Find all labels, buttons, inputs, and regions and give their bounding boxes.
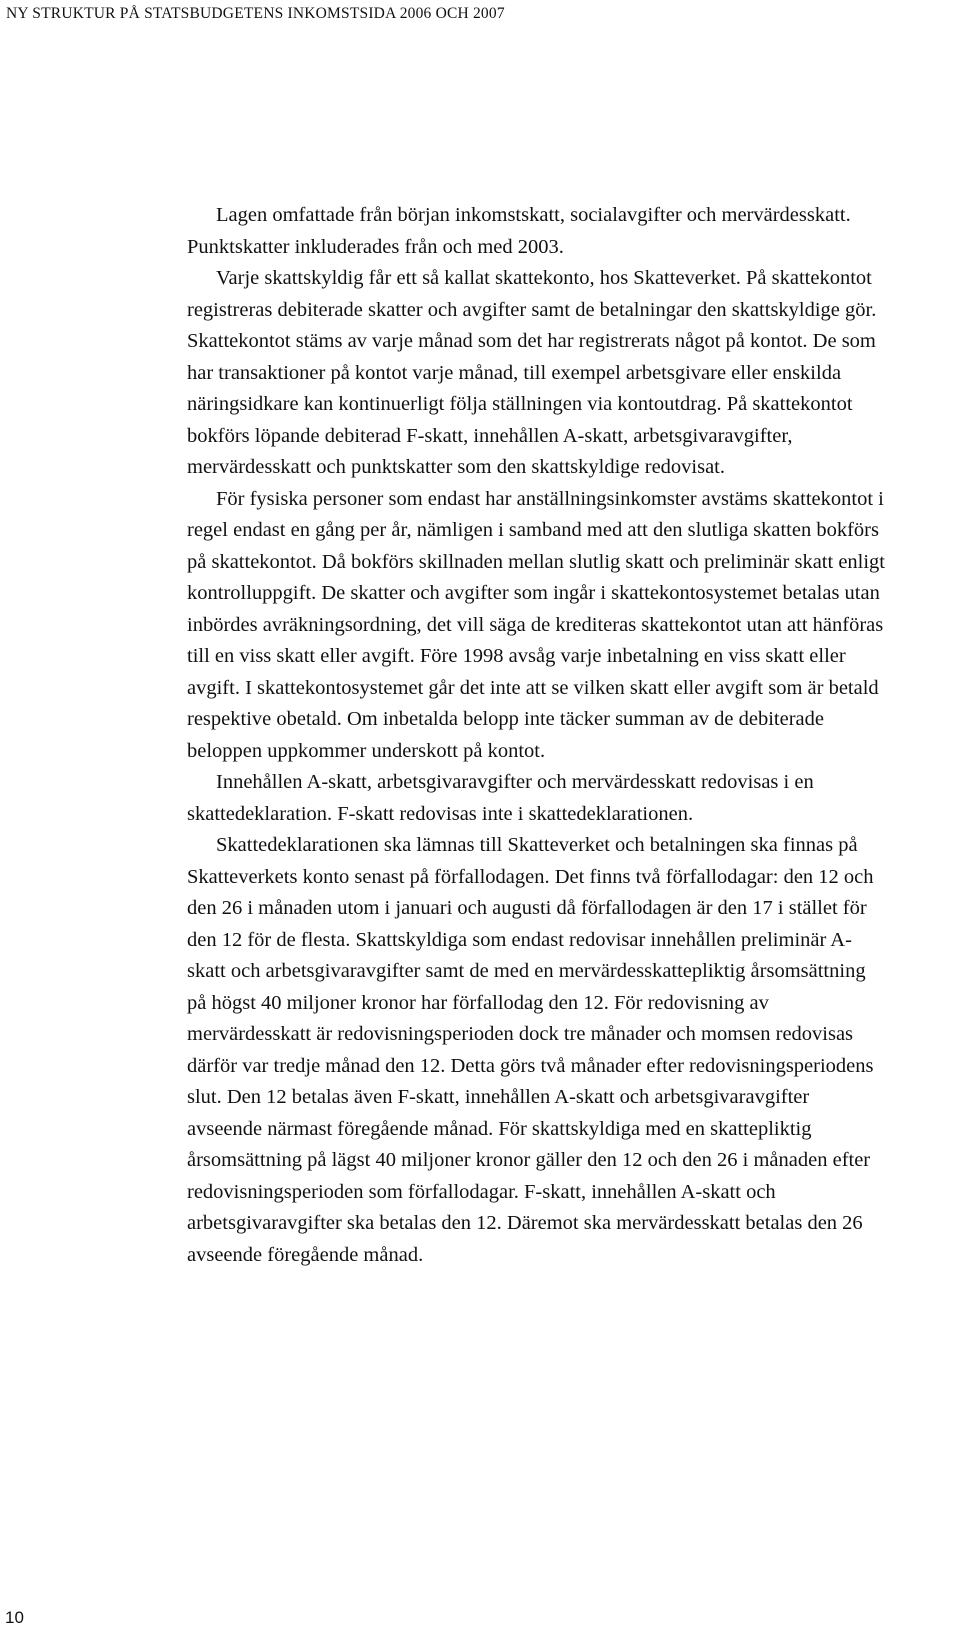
text-line: skatt och arbetsgivaravgifter samt de med en mervärdesskattepliktig årsomsättning [187, 960, 866, 982]
text-line: slut. Den 12 betalas även F-skatt, innehållen A-skatt och arbetsgivaravgifter [187, 1086, 810, 1108]
text-line: avgift. I skattekontosystemet går det inte att se vilken skatt eller avgift som är betald [187, 676, 879, 699]
text-line: på högst 40 miljoner kronor har förfallodag den 12. För redovisning av [187, 991, 769, 1014]
text-line: till en viss skatt eller avgift. Före 1998 avsåg varje inbetalning en viss skatt eller [187, 645, 846, 667]
text-line: mervärdesskatt och punktskatter som den skattskyldige redovisat. [187, 456, 726, 478]
text-line: redovisningsperioden som förfallodagar. F-skatt, innehållen A-skatt och [187, 1180, 776, 1203]
text-line: arbetsgivaravgifter ska betalas den 12. Däremot ska mervärdesskatt betalas den 26 [187, 1212, 863, 1234]
text-line: beloppen uppkommer underskott på kontot. [187, 739, 546, 762]
text-line: Punktskatter inkluderades från och med 2003. [187, 235, 564, 258]
text-line: på skattekontot. Då bokförs skillnaden mellan slutlig skatt och preliminär skatt enligt [187, 550, 886, 573]
text-line: För fysiska personer som endast har anställningsinkomster avstäms skattekontot i [216, 487, 884, 510]
text-line: regel endast en gång per år, nämligen i samband med att den slutliga skatten bokförs [187, 519, 879, 541]
text-line: näringsidkare kan kontinuerligt följa ställningen via kontoutdrag. På skattekontot [187, 393, 853, 415]
body-text [187, 200, 947, 1271]
text-line: respektive obetald. Om inbetalda belopp inte täcker summan av de debiterade [187, 708, 824, 730]
text-line: den 12 för de flesta. Skattskyldiga som endast redovisar innehållen preliminär A- [187, 928, 852, 951]
page-number: 10 [5, 1608, 24, 1627]
text-line: mervärdesskatt är redovisningsperioden dock tre månader och momsen redovisas [187, 1023, 854, 1045]
text-line: den 26 i månaden utom i januari och augusti då förfallodagen är den 17 i stället för [187, 897, 867, 919]
text-line: kontrolluppgift. De skatter och avgifter som ingår i skattekontosystemet betalas utan [187, 582, 880, 604]
text-line: har transaktioner på kontot varje månad, till exempel arbetsgivare eller enskilda [187, 361, 842, 384]
text-line: Skattekontot stäms av varje månad som det har registrerats något på kontot. De som [187, 330, 876, 352]
text-line: registreras debiterade skatter och avgifter samt de betalningar den skattskyldige gör. [187, 298, 877, 321]
text-line: Skatteverkets konto senast på förfallodagen. Det finns två förfallodagar: den 12 och [187, 865, 874, 888]
text-line: avseende närmast föregående månad. För skattskyldiga med en skattepliktig [187, 1117, 812, 1140]
text-line: Innehållen A-skatt, arbetsgivaravgifter och mervärdesskatt redovisas i en [216, 771, 814, 793]
text-line: årsomsättning på lägst 40 miljoner kronor gäller den 12 och den 26 i månaden efter [187, 1149, 871, 1171]
text-line: avseende föregående månad. [187, 1243, 424, 1266]
text-line: bokförs löpande debiterad F-skatt, innehållen A-skatt, arbetsgivaravgifter, [187, 424, 793, 447]
text-line: Lagen omfattade från början inkomstskatt, socialavgifter och mervärdesskatt. [216, 204, 851, 226]
text-line: skattedeklaration. F-skatt redovisas inte i skattedeklarationen. [187, 802, 694, 825]
text-line: Varje skattskyldig får ett så kallat skattekonto, hos Skatteverket. På skattekontot [216, 267, 872, 289]
text-line: därför var tredje månad den 12. Detta görs två månader efter redovisningsperiodens [187, 1054, 874, 1077]
text-line: inbördes avräkningsordning, det vill säga de krediteras skattekontot utan att hänföras [187, 613, 884, 636]
running-header: NY STRUKTUR PÅ STATSBUDGETENS INKOMSTSIDA 2006 OCH 2007 [6, 5, 505, 22]
text-line: Skattedeklarationen ska lämnas till Skatteverket och betalningen ska finnas på [216, 834, 858, 856]
